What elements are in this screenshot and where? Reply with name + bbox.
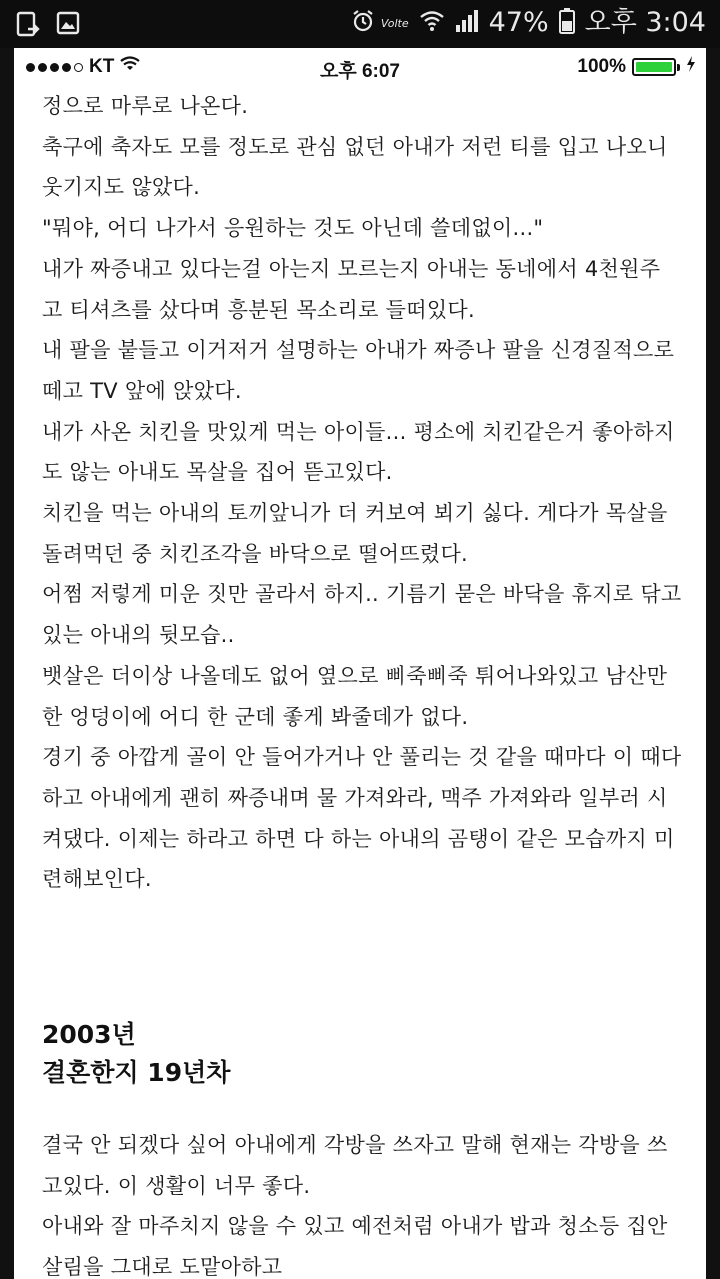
text-line: 웃기지도 않았다. [42,175,201,200]
text-line: 경기 중 아깝게 골이 안 들어가거나 안 풀리는 것 같을 때마다 이 때다 [42,745,682,770]
alarm-icon [351,9,375,37]
text-line: 켜댔다. 이제는 하라고 하면 다 하는 아내의 곰탱이 같은 모습까지 미 [42,826,675,851]
article-body [42,86,682,900]
signal-icon [455,9,479,37]
text-line: 치킨을 먹는 아내의 토끼앞니가 더 커보여 뵈기 싫다. 게다가 목살을 [42,501,668,526]
text-line: "뭐야, 어디 나가서 응원하는 것도 아닌데 쓸데없이..." [42,216,544,241]
ios-battery-percent: 100% [577,56,626,77]
text-line: 뱃살은 더이상 나올데도 없어 옆으로 삐죽삐죽 튀어나와있고 남산만 [42,663,668,688]
section-subtitle: 결혼한지 19년차 [42,1058,231,1087]
text-line: 고 티셔츠를 샀다며 흥분된 목소리로 들떠있다. [42,297,475,322]
text-line: 축구에 축자도 모를 정도로 관심 없던 아내가 저런 티를 입고 나오니 [42,134,668,159]
ios-clock: 오후 6:07 [319,61,400,82]
battery-icon [559,8,575,38]
text-line: 내 팔을 붙들고 이거저거 설명하는 아내가 짜증나 팔을 신경질적으로 [42,338,675,363]
text-line: 어쩜 저렇게 미운 짓만 골라서 하지.. 기름기 묻은 바닥을 휴지로 닦고 [42,582,682,607]
text-line: 아내와 잘 마주치지 않을 수 있고 예전처럼 아내가 밥과 청소등 집안 [42,1214,668,1239]
android-status-bar [0,0,720,48]
article-body-continued [42,1125,682,1279]
image-icon [56,11,80,41]
text-line: 내가 짜증내고 있다는걸 아는지 모르는지 아내는 동네에서 4천원주 [42,256,661,281]
carrier-name: KT [89,56,115,77]
text-line: 련해보인다. [42,867,152,892]
screenshot-icon [16,11,40,41]
text-line: 하고 아내에게 괜히 짜증내며 물 가져와라, 맥주 가져와라 일부러 시 [42,785,668,810]
battery-fill [636,62,672,72]
charging-bolt-icon [686,56,696,78]
text-line: 있는 아내의 뒷모습.. [42,623,235,648]
text-line: 결국 안 되겠다 싶어 아내에게 각방을 쓰자고 말해 현재는 각방을 쓰 [42,1133,668,1157]
text-line: 정으로 마루로 나온다. [42,94,249,118]
text-line: 살림을 그대로 도맡아하고 [42,1255,283,1279]
screenshot-page [14,48,706,1279]
ios-status-bar [14,48,706,86]
android-battery-percent: 47% [488,7,549,38]
section-year: 2003년 [42,1020,136,1049]
text-line: 떼고 TV 앞에 앉았다. [42,378,242,403]
android-clock: 오후 3:04 [584,7,706,38]
wifi-icon [419,9,445,37]
battery-icon [632,58,676,76]
section-heading [42,1016,230,1092]
text-line: 돌려먹던 중 치킨조각을 바닥으로 떨어뜨렸다. [42,541,469,566]
text-line: 한 엉덩이에 어디 한 군데 좋게 봐줄데가 없다. [42,704,469,729]
text-line: 도 않는 아내도 목살을 집어 뜯고있다. [42,460,393,485]
text-line: 내가 사온 치킨을 맛있게 먹는 아이들... 평소에 치킨같은거 좋아하지 [42,419,675,444]
volte-label: Volte [380,16,409,30]
text-line: 고있다. 이 생활이 너무 좋다. [42,1173,311,1198]
